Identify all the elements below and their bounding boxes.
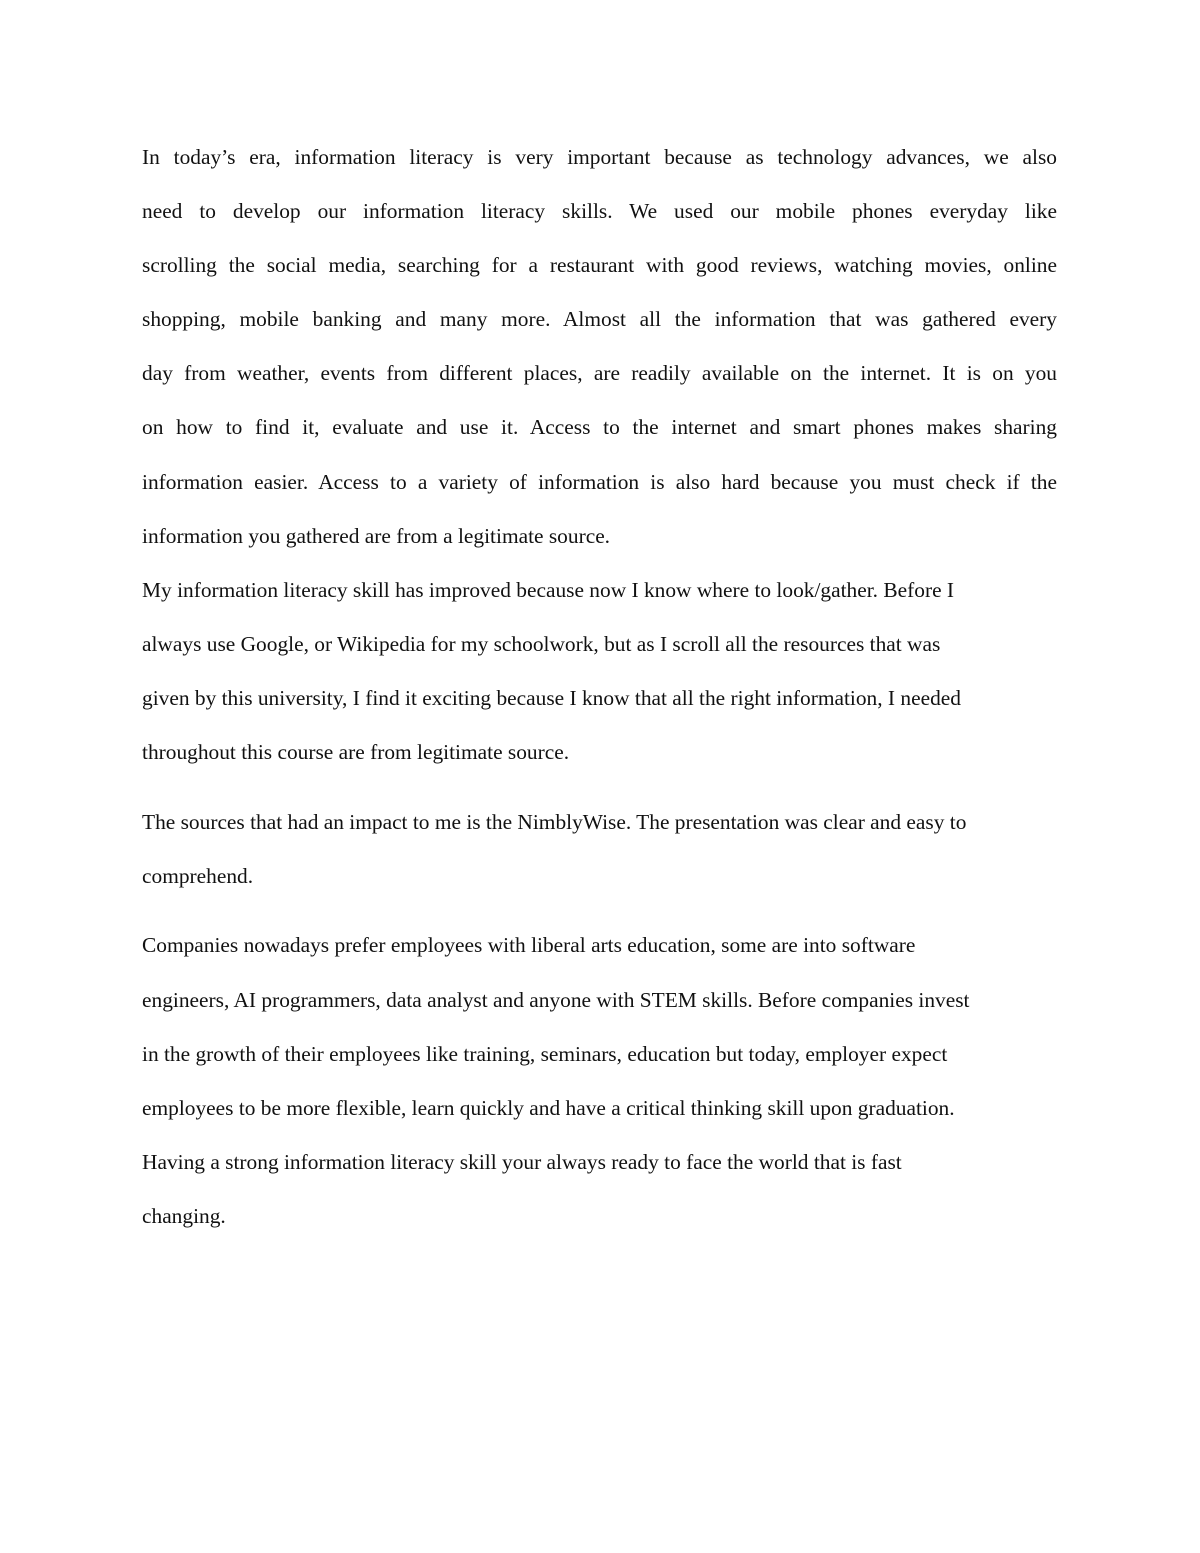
paragraph-3-line-1: The sources that had an impact to me is the NimblyWise. The presentation was clear and easy to bbox=[142, 810, 967, 834]
paragraph-1-line-4: shopping, mobile banking and many more. Almost all the information that was gathered every bbox=[142, 307, 1057, 331]
paragraph-3-line-2: comprehend. bbox=[142, 864, 254, 888]
paragraph-1-line-3: scrolling the social media, searching for a restaurant with good reviews, watching movies, online bbox=[142, 253, 1057, 277]
paragraph-4-line-4: employees to be more flexible, learn quickly and have a critical thinking skill upon graduation. bbox=[142, 1096, 955, 1120]
paragraph-2-line-4: throughout this course are from legitimate source. bbox=[142, 740, 570, 764]
paragraph-1-line-6: on how to find it, evaluate and use it. Access to the internet and smart phones makes sharing bbox=[142, 415, 1057, 439]
paragraph-4-line-1: Companies nowadays prefer employees with liberal arts education, some are into software bbox=[142, 933, 916, 957]
paragraph-4-line-6: changing. bbox=[142, 1204, 226, 1228]
paragraph-2-line-3: given by this university, I find it exciting because I know that all the right information, I needed bbox=[142, 686, 961, 710]
paragraph-1-line-2: need to develop our information literacy skills. We used our mobile phones everyday like bbox=[142, 199, 1057, 223]
paragraph-4-line-3: in the growth of their employees like training, seminars, education but today, employer expect bbox=[142, 1042, 948, 1066]
paragraph-1-line-5: day from weather, events from different places, are readily available on the internet. It is on you bbox=[142, 361, 1057, 385]
paragraph-1-line-1: In today’s era, information literacy is very important because as technology advances, we also bbox=[142, 145, 1057, 169]
paragraph-4-line-2: engineers, AI programmers, data analyst and anyone with STEM skills. Before companies invest bbox=[142, 988, 970, 1012]
paragraph-2-line-1: My information literacy skill has improved because now I know where to look/gather. Before I bbox=[142, 578, 955, 602]
paragraph-1-line-7: information easier. Access to a variety of information is also hard because you must check if the bbox=[142, 470, 1057, 494]
paragraph-1-line-8: information you gathered are from a legitimate source. bbox=[142, 524, 611, 548]
paragraph-4-line-5: Having a strong information literacy skill your always ready to face the world that is fast bbox=[142, 1150, 902, 1174]
paragraph-2-line-2: always use Google, or Wikipedia for my schoolwork, but as I scroll all the resources that was bbox=[142, 632, 941, 656]
